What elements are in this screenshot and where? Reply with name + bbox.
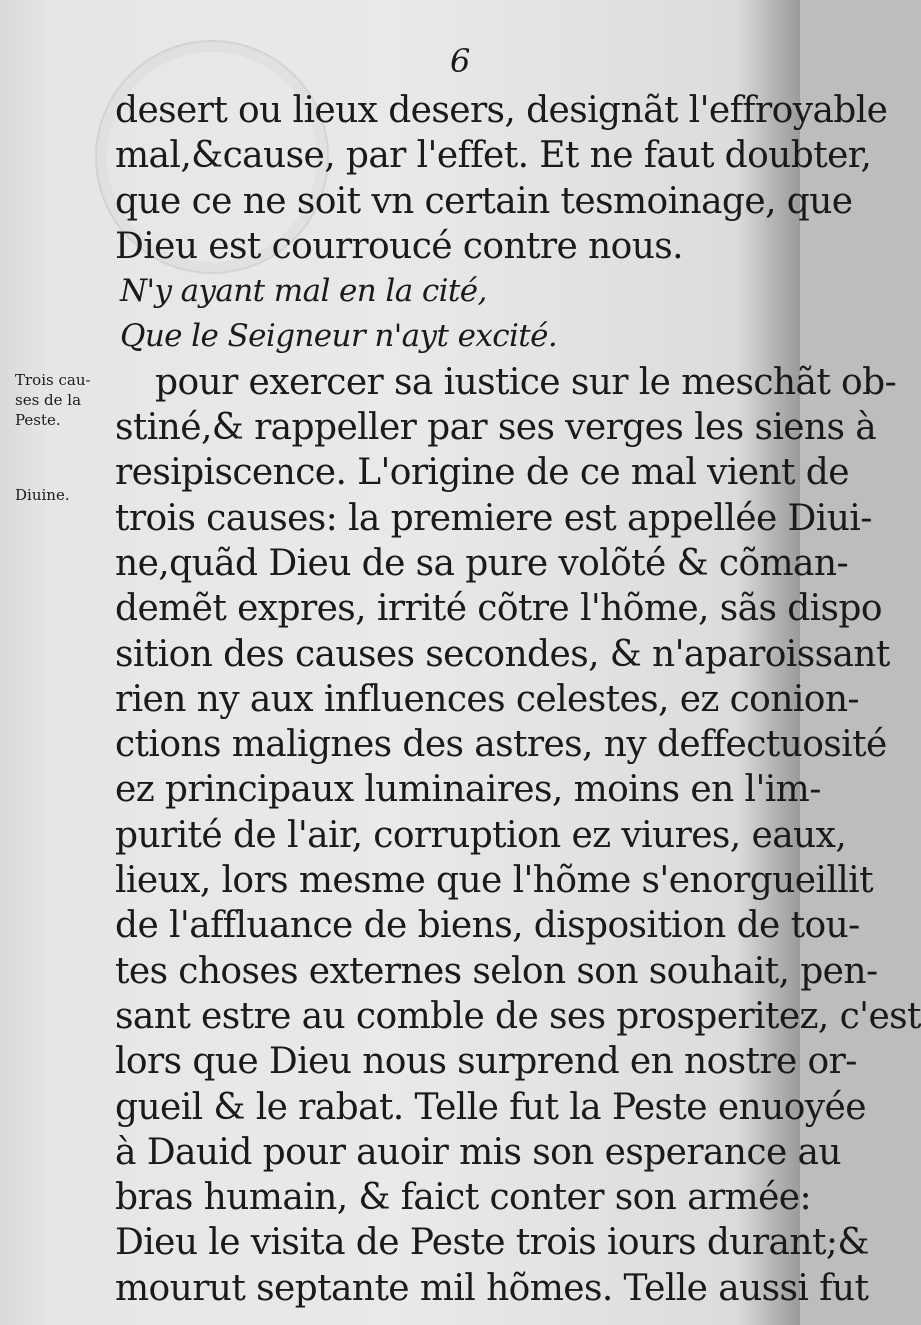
- text-line: ez principaux luminaires, moins en l'im-: [115, 769, 821, 811]
- body-text: [115, 88, 921, 1311]
- text-line: lors que Dieu nous surprend en nostre or-: [115, 1041, 857, 1083]
- verse-line: Que le Seigneur n'ayt excité.: [120, 318, 558, 355]
- text-line: desert ou lieux desers, designãt l'effroyable: [115, 90, 888, 131]
- text-line: de l'affluance de biens, disposition de tou-: [115, 905, 860, 947]
- text-line: trois causes: la premiere est appellée Diui-: [115, 497, 872, 539]
- text-line: Dieu le visita de Peste trois iours durant;&: [115, 1222, 869, 1264]
- text-line: demẽt expres, irrité cõtre l'hõme, sãs dispo: [115, 588, 882, 630]
- verse-line: N'y ayant mal en la cité,: [120, 273, 487, 310]
- text-line: à Dauid pour auoir mis son esperance au: [115, 1131, 841, 1173]
- page-number: 6: [450, 42, 471, 80]
- text-line: Dieu est courroucé contre nous.: [115, 225, 684, 267]
- text-line: gueil & le rabat. Telle fut la Peste enuoyée: [115, 1086, 866, 1128]
- text-line: lieux, lors mesme que l'hõme s'enorgueillit: [115, 860, 873, 902]
- text-line: bras humain, & faict conter son armée:: [115, 1177, 812, 1219]
- margin-note-trois-causes: Trois cau- ses de la Peste.: [15, 371, 91, 429]
- text-line: mal,&cause, par l'effet. Et ne faut doubter,: [115, 135, 872, 177]
- text-line: sition des causes secondes, & n'aparoissant: [115, 633, 890, 675]
- text-line: pour exercer sa iustice sur le meschãt ob-: [155, 361, 897, 403]
- text-line: stiné,& rappeller par ses verges les siens à: [115, 407, 877, 449]
- text-line: purité de l'air, corruption ez viures, eaux,: [115, 814, 847, 856]
- text-line: que ce ne soit vn certain tesmoinage, que: [115, 180, 853, 222]
- text-line: resipiscence. L'origine de ce mal vient de: [115, 452, 849, 494]
- text-line: sant estre au comble de ses prosperitez, c'est: [115, 995, 921, 1037]
- text-line: tes choses externes selon son souhait, pen-: [115, 950, 878, 992]
- text-line: mourut septante mil hõmes. Telle aussi fut: [115, 1267, 869, 1309]
- text-line: rien ny aux influences celestes, ez conion-: [115, 678, 859, 720]
- text-line: ctions malignes des astres, ny deffectuosité: [115, 724, 887, 766]
- margin-note-diuine: Diuine.: [15, 486, 70, 504]
- text-line: ne,quãd Dieu de sa pure volõté & cõman-: [115, 542, 849, 584]
